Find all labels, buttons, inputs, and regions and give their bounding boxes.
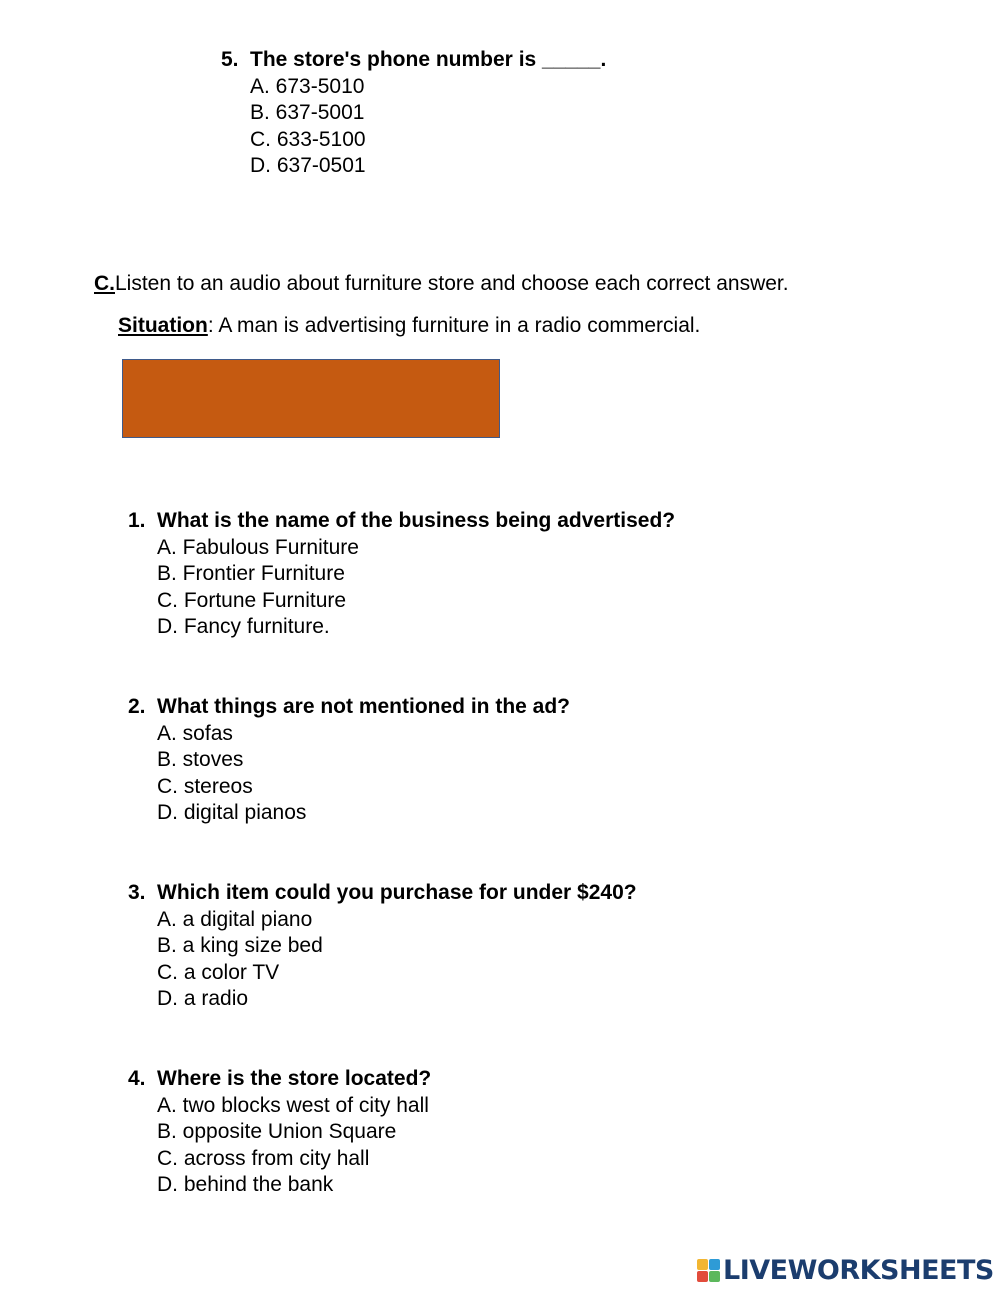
section-c-instruction — [94, 272, 789, 296]
question-number: 1. — [128, 509, 146, 532]
question-number: 5. — [221, 48, 239, 71]
answer-option-a[interactable]: A. 673-5010 — [250, 74, 365, 98]
answer-option-d[interactable]: D. Fancy furniture. — [157, 615, 330, 638]
question-text: Which item could you purchase for under $240? — [157, 881, 637, 904]
answer-options — [221, 74, 606, 180]
answer-option-c[interactable]: C. a color TV — [157, 960, 280, 984]
answer-options — [128, 535, 675, 641]
question-stem — [128, 508, 675, 535]
question-text: The store's phone number is _____. — [250, 48, 607, 71]
question-number: 2. — [128, 695, 146, 718]
answer-option-c[interactable]: C. 633-5100 — [250, 127, 366, 151]
question-4 — [128, 1066, 431, 1199]
answer-options — [128, 721, 570, 827]
answer-option-b[interactable]: B. 637-5001 — [250, 101, 365, 124]
question-5 — [221, 47, 606, 180]
answer-option-b[interactable]: B. opposite Union Square — [157, 1120, 397, 1143]
question-3 — [128, 880, 637, 1013]
answer-option-d[interactable]: D. 637-0501 — [250, 154, 366, 177]
answer-options — [128, 907, 637, 1013]
answer-option-d[interactable]: D. a radio — [157, 987, 249, 1010]
question-text: What is the name of the business being advertised? — [157, 509, 676, 532]
answer-option-d[interactable]: D. digital pianos — [157, 801, 307, 824]
answer-option-c[interactable]: C. across from city hall — [157, 1146, 370, 1170]
question-stem — [128, 1066, 431, 1093]
answer-option-a[interactable]: A. a digital piano — [157, 907, 313, 931]
logo-text: LIVEWORKSHEETS — [723, 1254, 994, 1286]
answer-option-a[interactable]: A. Fabulous Furniture — [157, 535, 359, 559]
question-2 — [128, 694, 570, 827]
situation-text: : A man is advertising furniture in a radio commercial. — [207, 314, 701, 337]
situation-label: Situation — [118, 314, 208, 337]
question-number: 3. — [128, 881, 146, 904]
answer-option-c[interactable]: C. Fortune Furniture — [157, 588, 347, 612]
question-number: 4. — [128, 1067, 146, 1090]
answer-option-a[interactable]: A. sofas — [157, 721, 233, 745]
answer-option-b[interactable]: B. Frontier Furniture — [157, 562, 345, 585]
question-1 — [128, 508, 675, 641]
question-stem — [128, 694, 570, 721]
liveworksheets-logo — [697, 1255, 994, 1285]
question-text: Where is the store located? — [157, 1067, 432, 1090]
section-letter: C. — [94, 272, 115, 295]
question-stem — [128, 880, 637, 907]
answer-option-c[interactable]: C. stereos — [157, 774, 253, 798]
question-text: What things are not mentioned in the ad? — [157, 695, 570, 718]
answer-options — [128, 1093, 431, 1199]
liveworksheets-logo-icon — [697, 1259, 720, 1282]
instruction-text: Listen to an audio about furniture store and choose each correct answer. — [115, 272, 789, 295]
situation — [118, 314, 700, 338]
answer-option-a[interactable]: A. two blocks west of city hall — [157, 1093, 429, 1117]
answer-option-b[interactable]: B. a king size bed — [157, 934, 323, 957]
answer-option-b[interactable]: B. stoves — [157, 748, 244, 771]
answer-option-d[interactable]: D. behind the bank — [157, 1173, 334, 1196]
audio-player-box[interactable] — [122, 359, 500, 438]
question-stem — [221, 47, 606, 74]
